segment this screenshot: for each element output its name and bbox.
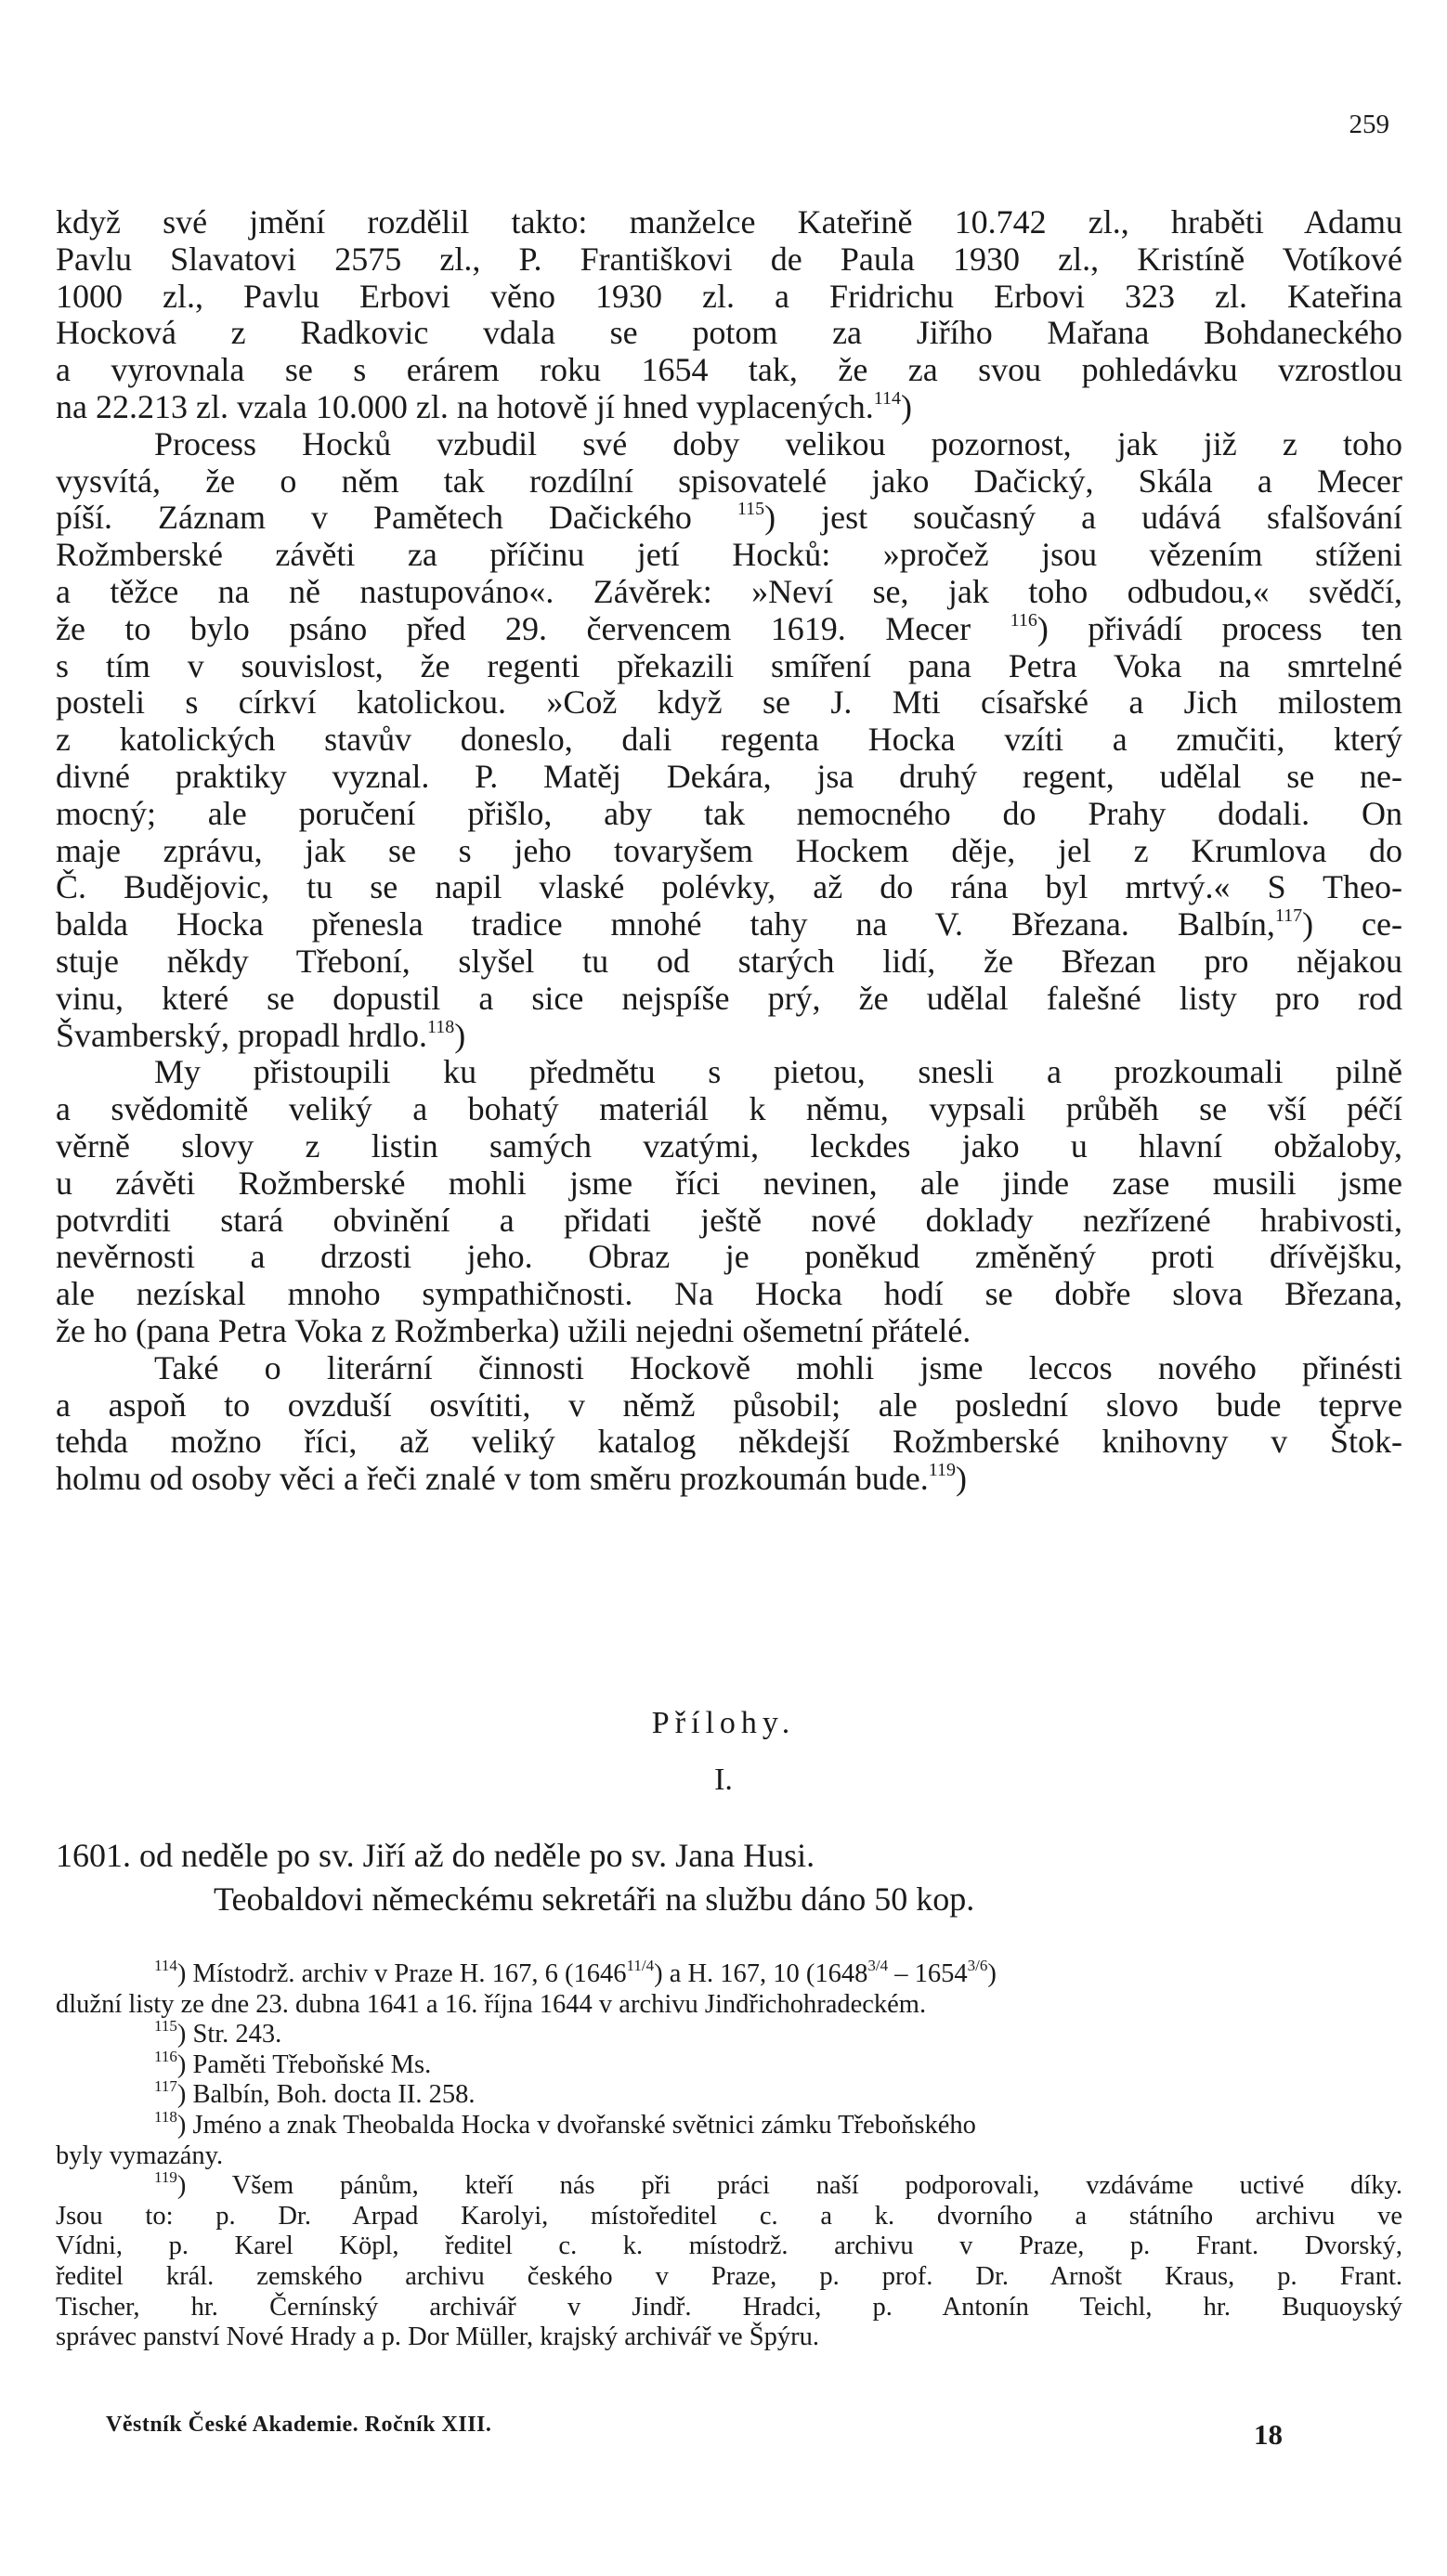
text-line: potvrditi stará obvinění a přidati ještě nové doklady nezřízené hrabivosti, <box>56 1201 1402 1239</box>
text-line: Švamberský, propadl hrdlo.$^{118}$) <box>56 1016 466 1054</box>
text-segment: Švamberský, propadl hrdlo. <box>56 1016 427 1054</box>
text-line <box>56 611 1402 648</box>
text-line: Také o literární činnosti Hockově mohli jsme leccos nového přinésti <box>154 1348 1402 1386</box>
text-segment: ) a H. 167, 10 (1648 <box>654 1959 868 1988</box>
footnote-line: ředitel král. zemského archivu českého v Praze, p. prof. Dr. Arnošt Kraus, p. Frant. <box>56 2261 1402 2291</box>
footnote-mark: 114 <box>154 1957 177 1974</box>
text-segment: holmu od osoby věci a řeči znalé v tom směru prozkoumán bude. <box>56 1460 929 1498</box>
footnote-mark: 116 <box>154 2047 177 2065</box>
text-segment: Místodrž. archiv v Praze H. 167, 6 (1646 <box>192 1959 627 1988</box>
footnote-line: Vídni, p. Karel Köpl, ředitel c. k. místodrž. archivu v Praze, p. Frant. Dvorský, <box>56 2231 1402 2261</box>
footnote-116: $^{116}$) Paměti Třeboňské Ms. <box>154 2047 432 2079</box>
text-segment: – 1654 <box>888 1959 968 1988</box>
text-line <box>56 906 1402 943</box>
footnote-mark: 115 <box>154 2017 177 2036</box>
footnote-line: Jsou to: p. Dr. Arpad Karolyi, místoředitel c. a k. dvorního a státního archivu ve <box>56 2201 1402 2231</box>
text-segment: Balbín, Boh. docta II. 258. <box>192 2080 476 2110</box>
journal-footer: Věstník České Akademie. Ročník XIII. <box>106 2413 492 2437</box>
footnote-ref: 118 <box>426 1016 455 1037</box>
text-line: a aspoň to ovzduší osvítiti, v němž působil; ale poslední slovo bude teprve <box>56 1386 1402 1424</box>
text-line: Pavlu Slavatovi 2575 zl., P. Františkovi de Paula 1930 zl., Kristíně Votíkové <box>56 240 1402 278</box>
paragraph-3 <box>56 1054 1402 1349</box>
text-line: na 22.213 zl. vzala 10.000 zl. na hotově jí hned vyplacených.$^{114}$) <box>56 387 912 425</box>
text-line: mocný; ale poručení přišlo, aby tak nemocného do Prahy dodali. On <box>56 794 1402 832</box>
text-line: divné praktiky vyznal. P. Matěj Dekára, jsa druhý regent, udělal se ne- <box>56 757 1402 795</box>
paragraph-1 <box>56 204 1402 426</box>
text-line: tehda možno říci, až veliký katalog někdejší Rožmberské knihovny v Štok- <box>56 1423 1402 1461</box>
text-line: vinu, které se dopustil a sice nejspíše prý, že udělal falešné listy pro rod <box>56 979 1402 1017</box>
text-segment: píší. Záznam v Pamětech Dačického <box>56 499 692 537</box>
text-segment: Str. 243. <box>192 2020 282 2049</box>
text-line: a vyrovnala se s erárem roku 1654 tak, že za svou pohledávku vzrostlou <box>56 351 1402 389</box>
text-segment: že to bylo psáno před 29. červencem 1619. Mecer <box>56 609 971 647</box>
text-segment: ) ce- <box>1302 905 1402 943</box>
footnote-ref: 117 <box>1274 905 1303 927</box>
entry-line: 1601. od neděle po sv. Jiří až do neděle po sv. Jana Husi. <box>56 1837 815 1874</box>
footnote-118: $^{118}$) Jméno a znak Theobalda Hocka v dvořanské světnici zámku Třeboňského <box>154 2107 976 2140</box>
text-line: nevěrnosti a drzosti jeho. Obraz je poněkud změněný proti dřívějšku, <box>56 1238 1402 1276</box>
appendix-number: I. <box>714 1763 733 1797</box>
text-segment: Paměti Třeboňské Ms. <box>192 2049 432 2079</box>
footnote-line: Tischer, hr. Černínský archivář v Jindř. Hradci, p. Antonín Teichl, hr. Buquoyský <box>56 2292 1402 2322</box>
paragraph-4 <box>56 1350 1402 1498</box>
text-segment: Jméno a znak Theobalda Hocka v dvořanské světnici zámku Třeboňského <box>192 2110 976 2140</box>
text-line: když své jmění rozdělil takto: manželce Kateřině 10.742 zl., hraběti Adamu <box>56 203 1402 241</box>
text-segment: ) přivádí process ten <box>1036 609 1403 647</box>
footnote-line: dlužní listy ze dne 23. dubna 1641 a 16. října 1644 v archivu Jindřichohradeckém. <box>56 1989 927 2019</box>
text-segment: balda Hocka přenesla tradice mnohé tahy na V. Březana. Balbín, <box>56 905 1275 943</box>
fraction: 11/4 <box>626 1957 655 1974</box>
text-line: ale nezískal mnoho sympathičnosti. Na Hocka hodí se dobře slova Březana, <box>56 1275 1402 1313</box>
fraction: 3/6 <box>967 1957 988 1974</box>
text-line: u závěti Rožmberské mohli jsme říci nevinen, ale jinde zase musili jsme <box>56 1164 1402 1202</box>
text-line <box>56 500 1402 537</box>
text-line: s tím v souvislost, že regenti překazili smíření pana Petra Voka na smrtelné <box>56 646 1402 684</box>
text-segment: Všem pánům, kteří nás při práci naší podporovali, vzdáváme uctivé díky. <box>231 2171 1403 2201</box>
text-line: a svědomitě veliký a bohatý materiál k němu, vypsali průběh se vší péčí <box>56 1090 1402 1128</box>
footnote-mark: 118 <box>154 2107 177 2126</box>
signature-mark: 18 <box>1254 2418 1283 2451</box>
appendix-entry <box>56 1834 974 1921</box>
footnote-ref: 114 <box>873 387 901 409</box>
text-segment: ) jest současný a udává sfalšování <box>764 499 1403 537</box>
footnote-117: $^{117}$) Balbín, Boh. docta II. 258. <box>154 2077 476 2110</box>
text-segment: ) <box>987 1959 997 1988</box>
footnote-ref: 119 <box>928 1460 957 1481</box>
text-line: Č. Budějovic, tu se napil vlaské polévky, až do rána byl mrtvý.« S Theo- <box>56 868 1402 906</box>
footnote-119: $^{119}$) Všem pánům, kteří nás při práci naší podporovali, vzdáváme uctivé díky. <box>154 2168 1403 2201</box>
text-line: stuje někdy Třeboní, slyšel tu od starých lidí, že Březan pro nějakou <box>56 942 1402 980</box>
text-line: 1000 zl., Pavlu Erbovi věno 1930 zl. a Fridrichu Erbovi 323 zl. Kateřina <box>56 277 1402 315</box>
footnote-115: $^{115}$) Str. 243. <box>154 2017 282 2049</box>
text-line: věrně slovy z listin samých vzatými, leckdes jako u hlavní obžaloby, <box>56 1126 1402 1164</box>
text-line: a těžce na ně nastupováno«. Závěrek: »Neví se, jak toho odbudou,« svědčí, <box>56 572 1402 610</box>
text-line: My přistoupili ku předmětu s pietou, snesli a prozkoumali pilně <box>154 1053 1402 1091</box>
footnote-line: správec panství Nové Hrady a p. Dor Müller, krajský archivář ve Špýru. <box>56 2322 819 2352</box>
entry-line: Teobaldovi německému sekretáři na službu dáno 50 kop. <box>214 1880 975 1918</box>
text-line: holmu od osoby věci a řeči znalé v tom směru prozkoumán bude.$^{119}$) <box>56 1460 968 1498</box>
text-line: vysvítá, že o něm tak rozdílní spisovatelé jako Dačický, Skála a Mecer <box>56 462 1402 500</box>
footnote-line: byly vymazány. <box>56 2140 224 2170</box>
page-number: 259 <box>1349 110 1389 139</box>
footnote-mark: 119 <box>154 2168 177 2187</box>
text-line: Hocková z Radkovic vdala se potom za Jiřího Mařana Bohdaneckého <box>56 314 1402 352</box>
footnote-mark: 117 <box>154 2077 177 2096</box>
text-line: Rožmberské závěti za příčinu jetí Hocků: »pročež jsou vězením stíženi <box>56 536 1402 574</box>
text-line: Process Hocků vzbudil své doby velikou pozornost, jak již z toho <box>154 424 1402 462</box>
footnotes <box>56 1959 1402 2353</box>
text-line: maje zprávu, jak se s jeho tovaryšem Hockem děje, jel z Krumlova do <box>56 831 1402 869</box>
footnote-ref: 116 <box>1010 609 1037 631</box>
text-segment: na 22.213 zl. vzala 10.000 zl. na hotově jí hned vyplacených. <box>56 387 874 425</box>
footnote-114: $^{114}$) Místodrž. archiv v Praze H. 167, 6 $(1646^{11/4})$ a H. 167, 10 $(1648^{3/4} - 1654^{3/6})$ <box>154 1957 997 1988</box>
appendix-heading: Přílohy. <box>651 1706 796 1740</box>
text-line: že ho (pana Petra Voka z Rožmberka) užili nejedni ošemetní přátelé. <box>56 1311 971 1349</box>
text-line: posteli s církví katolickou. »Což když se J. Mti císařské a Jich milostem <box>56 683 1402 722</box>
text-line: z katolických stavův doneslo, dali regenta Hocka vzíti a zmučiti, který <box>56 721 1402 759</box>
main-text <box>56 204 1402 1498</box>
paragraph-2 <box>56 426 1402 1055</box>
fraction: 3/4 <box>867 1957 889 1974</box>
footnote-ref: 115 <box>737 499 765 520</box>
